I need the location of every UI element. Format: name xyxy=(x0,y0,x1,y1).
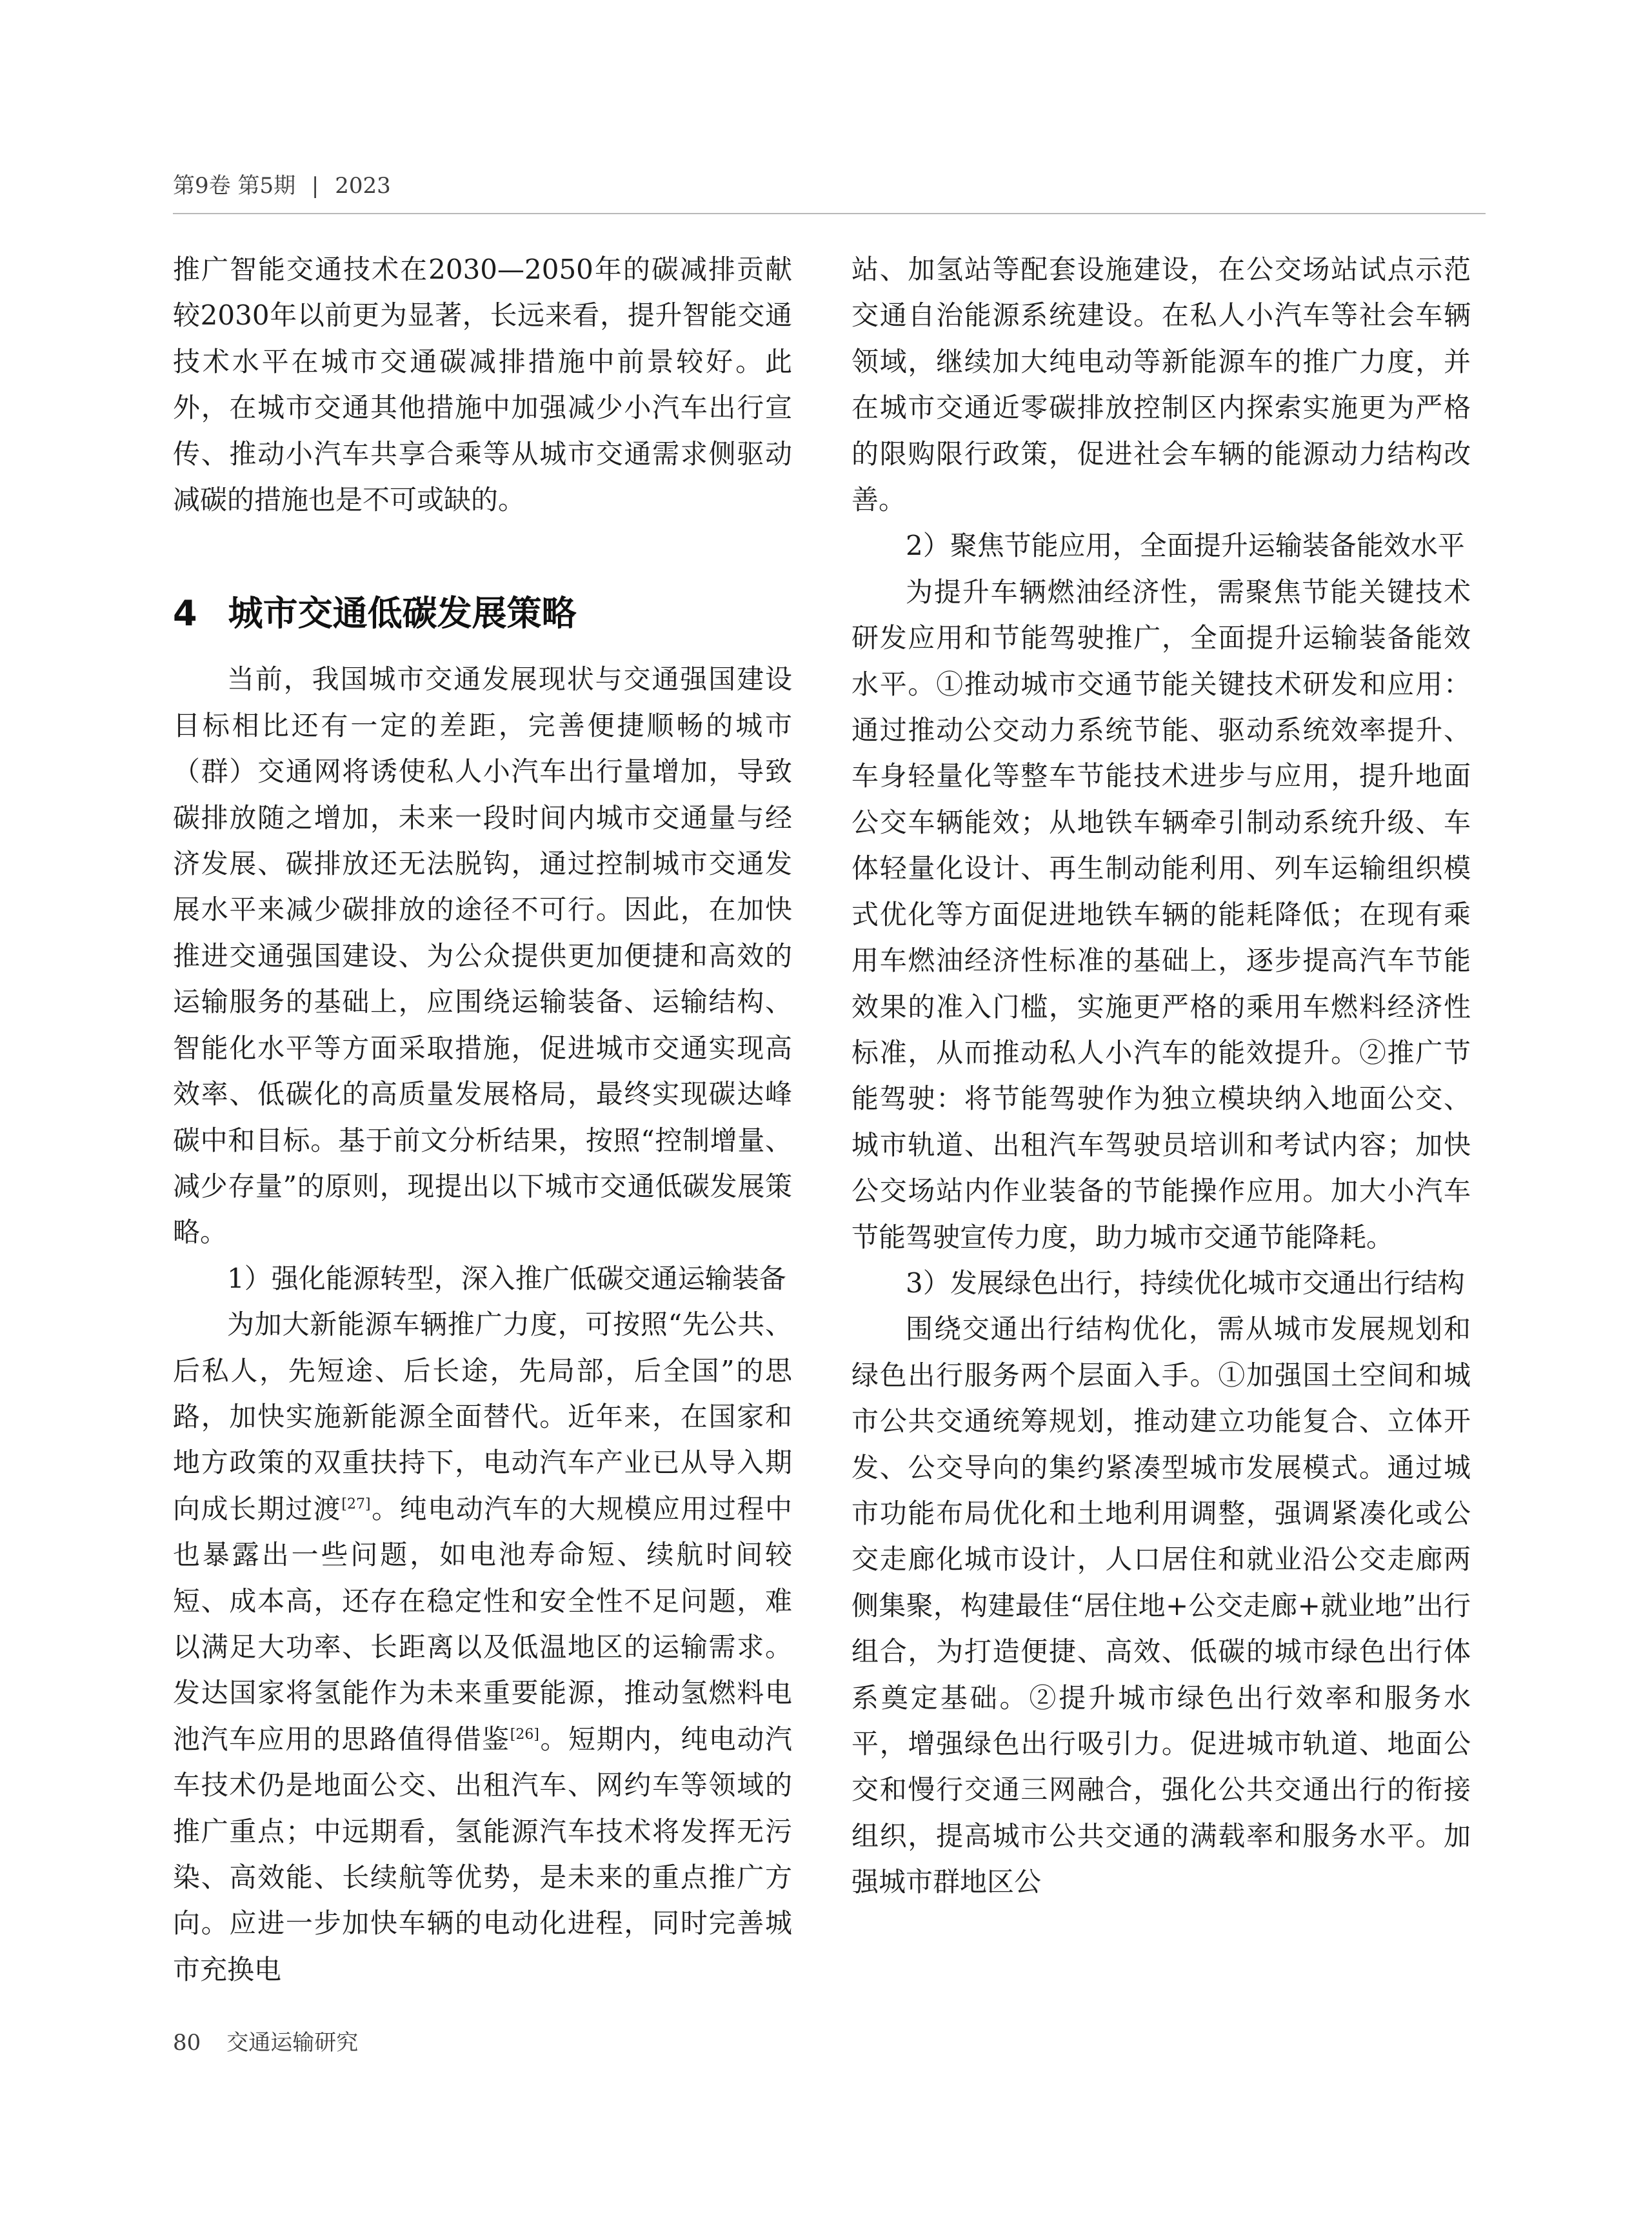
paragraph-continued: 推广智能交通技术在2030—2050年的碳减排贡献较2030年以前更为显著，长远来看，提升智能交通技术水平在城市交通碳减排措施中前景较好。此外，在城市交通其他措施中加强减少小汽车出行宣传、推动小汽车共享合乘等从城市交通需求侧驱动减碳的措施也是不可或缺的。 xyxy=(173,254,792,516)
paragraph-intro: 当前，我国城市交通发展现状与交通强国建设目标相比还有一定的差距，完善便捷顺畅的城市（群）交通网将诱使私人小汽车出行量增加，导致碳排放随之增加，未来一段时间内城市交通量与经济发展、碳排放还无法脱钩，通过控制城市交通发展水平来减少碳排放的途径不可行。因此，在加快推进交通强国建设、为公众提供更加便捷和高效的运输服务的基础上，应围绕运输装备、运输结构、智能化水平等方面采取措施，促进城市交通实现高效率、低碳化的高质量发展格局，最终实现碳达峰碳中和目标。基于前文分析结果，按照“控制增量、减少存量”的原则，现提出以下城市交通低碳发展策略。 xyxy=(173,663,792,1248)
header-divider xyxy=(173,213,1486,214)
citation-ref: [26] xyxy=(510,1726,539,1743)
running-head-separator: | xyxy=(311,173,319,199)
paragraph-energy-efficiency: 为提升车辆燃油经济性，需聚焦节能关键技术研发应用和节能驾驶推广，全面提升运输装备能效水平。①推动城市交通节能关键技术研发和应用：通过推动公交动力系统节能、驱动系统效率提升、车身轻量化等整车节能技术进步与应用，提升地面公交车辆能效；从地铁车辆牵引制动系统升级、车体轻量化设计、再生制动能利用、列车运输组织模式优化等方面促进地铁车辆的能耗降低；在现有乘用车燃油经济性标准的基础上，逐步提高汽车节能效果的准入门槛，实施更严格的乘用车燃料经济性标准，从而推动私人小汽车的能效提升。②推广节能驾驶：将节能驾驶作为独立模块纳入地面公交、城市轨道、出租汽车驾驶员培训和考试内容；加快公交场站内作业装备的节能操作应用。加大小汽车节能驾驶宣传力度，助力城市交通节能降耗。 xyxy=(851,576,1471,1253)
paragraph-green-travel: 围绕交通出行结构优化，需从城市发展规划和绿色出行服务两个层面入手。①加强国土空间和城市公共交通统筹规划，推动建立功能复合、立体开发、公交导向的集约紧凑型城市发展模式。通过城市功能布局优化和土地利用调整，强调紧凑化或公交走廊化城市设计，人口居住和就业沿公交走廊两侧集聚，构建最佳“居住地+公交走廊+就业地”出行组合，为打造便捷、高效、低碳的城市绿色出行体系奠定基础。②提升城市绿色出行效率和服务水平，增强绿色出行吸引力。促进城市轨道、地面公交和慢行交通三网融合，强化公共交通出行的衔接组织，提高城市公共交通的满载率和服务水平。加强城市群地区公 xyxy=(851,1313,1471,1898)
paragraph-new-energy xyxy=(173,1301,792,1992)
running-head xyxy=(173,173,391,199)
issue-label: 第5期 xyxy=(237,173,296,199)
paragraph-continued: 站、加氢站等配套设施建设，在公交场站试点示范交通自治能源系统建设。在私人小汽车等社会车辆领域，继续加大纯电动等新能源车的推广力度，并在城市交通近零碳排放控制区内探索实施更为严格的限购限行政策，促进社会车辆的能源动力结构改善。 xyxy=(851,254,1471,516)
section-number: 4 xyxy=(173,593,197,634)
section-heading xyxy=(173,589,792,638)
subheading-energy-efficiency: 2）聚焦节能应用，全面提升运输装备能效水平 xyxy=(906,530,1465,562)
subheading-energy-transition: 1）强化能源转型，深入推广低碳交通运输装备 xyxy=(227,1262,786,1294)
left-column xyxy=(173,246,792,1992)
paragraph-text: 为加大新能源车辆推广力度，可按照“先公共、后私人，先短途、后长途，先局部，后全国”的思路，加快实施新能源全面替代。近年来，在国家和地方政策的双重扶持下，电动汽车产业已从导入期向成长期过渡 xyxy=(173,1309,792,1525)
page-footer xyxy=(173,2030,358,2056)
right-column xyxy=(851,246,1471,1905)
volume-label: 第9卷 xyxy=(173,173,231,199)
year-label: 2023 xyxy=(335,173,391,199)
citation-ref: [27] xyxy=(341,1496,371,1512)
subheading-green-travel: 3）发展绿色出行，持续优化城市交通出行结构 xyxy=(906,1267,1465,1299)
paragraph-text: 。短期内，纯电动汽车技术仍是地面公交、出租汽车、网约车等领域的推广重点；中远期看，氢能源汽车技术将发挥无污染、高效能、长续航等优势，是未来的重点推广方向。应进一步加快车辆的电动化进程，同时完善城市充换电 xyxy=(173,1723,792,1985)
section-title: 城市交通低碳发展策略 xyxy=(228,593,577,634)
page-number: 80 xyxy=(173,2030,201,2056)
journal-name: 交通运输研究 xyxy=(226,2030,359,2056)
paragraph-text: 。纯电动汽车的大规模应用过程中也暴露出一些问题，如电池寿命短、续航时间较短、成本高，还存在稳定性和安全性不足问题，难以满足大功率、长距离以及低温地区的运输需求。发达国家将氢能作为未来重要能源，推动氢燃料电池汽车应用的思路值得借鉴 xyxy=(173,1492,792,1755)
